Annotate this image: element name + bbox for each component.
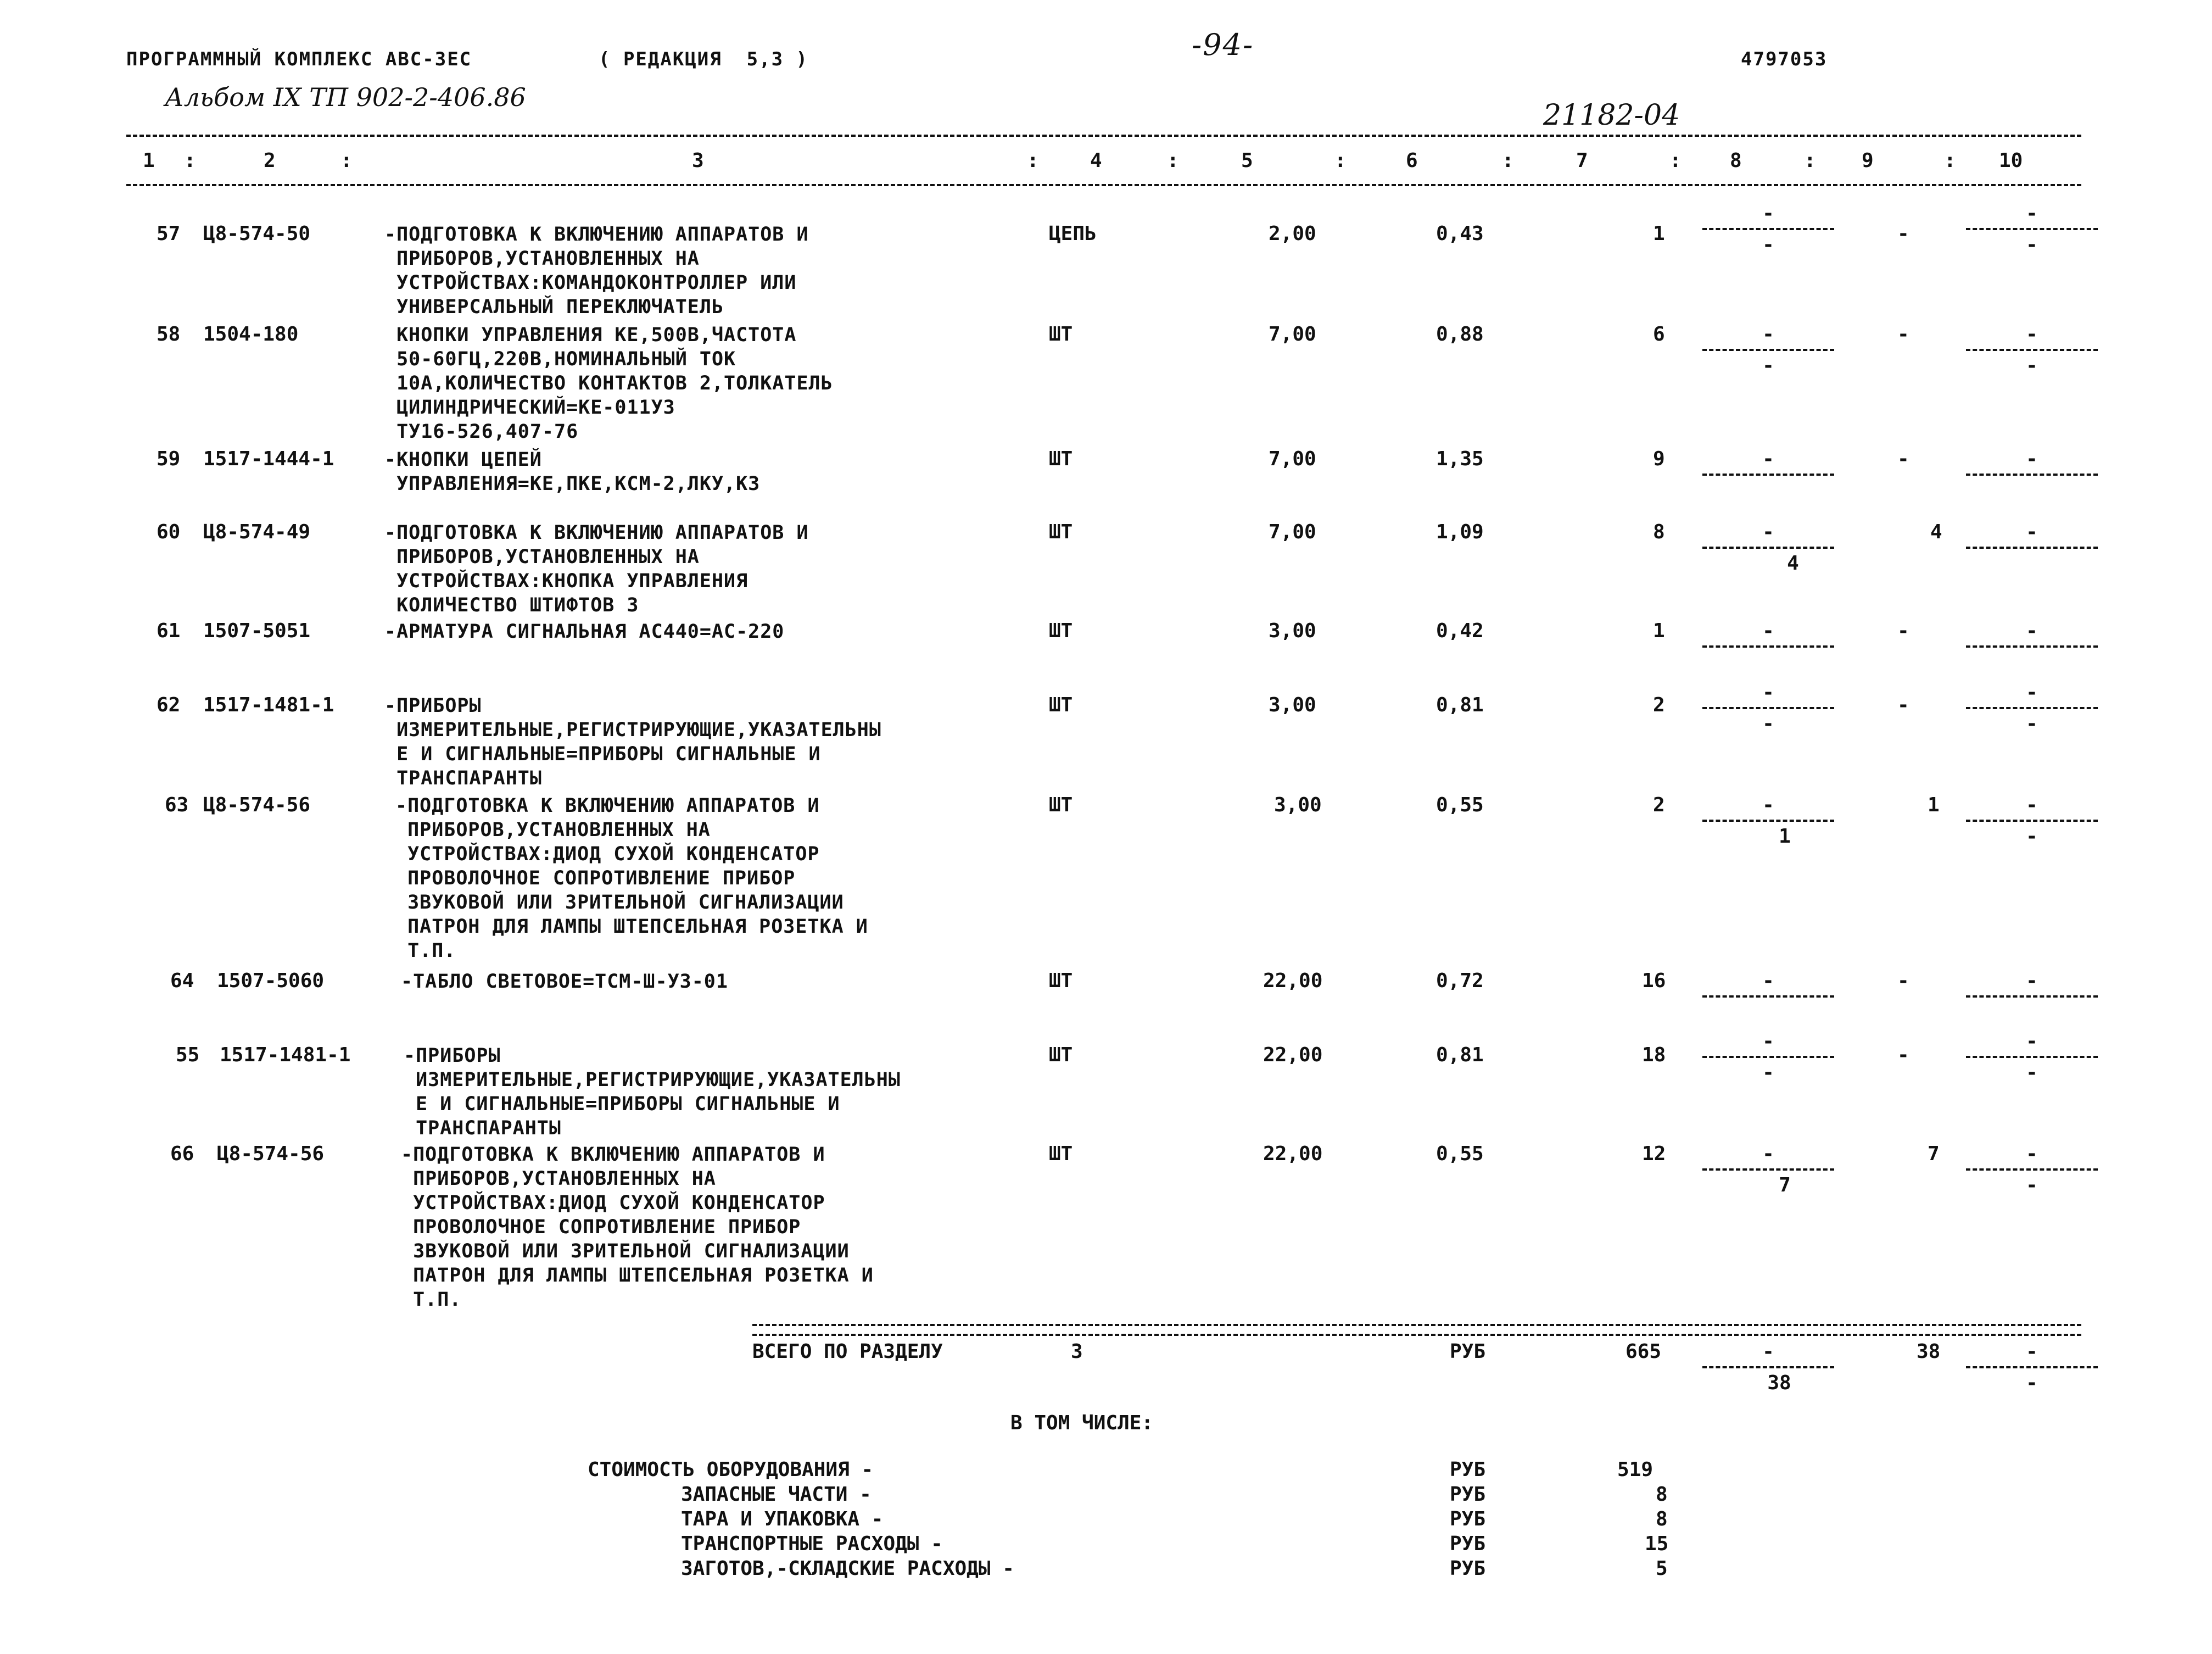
row-total: 9 [1653,448,1665,470]
row-col10-fraction [1966,681,2098,735]
row-description: КНОПКИ УПРАВЛЕНИЯ КЕ,500В,ЧАСТОТА 50-60ГЦ,220В,НОМИНАЛЬНЫЙ ТОК 10А,КОЛИЧЕСТВО КОНТАКТОВ 2,ТОЛКАТЕЛЬ ЦИЛИНДРИЧЕСКИЙ=КЕ-011У3 ТУ16-526,407-76 [396,324,833,443]
row-col8-fraction [1702,681,1834,735]
row-code: 1517-1444-1 [203,448,334,470]
row-number: 58 [157,323,181,346]
row-description: -АРМАТУРА СИГНАЛЬНАЯ АС440=АС-220 [384,621,785,643]
row-unit: ШТ [1049,521,1073,543]
row-code: 1507-5060 [217,970,325,992]
sheet-code: 21182-04 [1543,99,1680,132]
row-quantity: 7,00 [1269,521,1316,543]
row-code: 1507-5051 [203,620,311,642]
fraction-rule [1702,707,1834,709]
row-price: 1,09 [1436,521,1484,543]
row-quantity: 22,00 [1263,1044,1323,1066]
fraction-rule [1966,1168,2098,1171]
col-sep: : [1804,149,1816,172]
col8-bottom: 4 [1787,552,1799,575]
col10-top: - [2026,681,2038,704]
row-col9: - [1897,970,1909,992]
col-header-10: 10 [1999,149,2023,172]
row-quantity: 7,00 [1269,448,1316,470]
row-unit: ШТ [1049,1143,1073,1165]
row-description: -ПОДГОТОВКА К ВКЛЮЧЕНИЮ АППАРАТОВ И ПРИБОРОВ,УСТАНОВЛЕННЫХ НА УСТРОЙСТВАХ:ДИОД СУХОЙ КОНДЕНСАТОР ПРОВОЛОЧНОЕ СОПРОТИВЛЕНИЕ ПРИБОР ЗВУКОВОЙ ИЛИ ЗРИТЕЛЬНОЙ СИГНАЛИЗАЦИИ ПАТРОН ДЛЯ ЛАМПЫ ШТЕПСЕЛЬНАЯ РОЗЕТКА И Т.П. [395,795,868,962]
totals-amount: 665 [1626,1340,1662,1363]
col-sep: : [1944,149,1956,172]
col10-bottom: - [2026,825,2038,848]
row-unit: ШТ [1049,323,1073,346]
fraction-rule [1702,474,1834,476]
col8-bottom: - [1762,233,1774,256]
row-description: -ПРИБОРЫ ИЗМЕРИТЕЛЬНЫЕ,РЕГИСТРИРУЮЩИЕ,УКАЗАТЕЛЬНЫ Е И СИГНАЛЬНЫЕ=ПРИБОРЫ СИГНАЛЬНЫЕ И ТРАНСПАРАНТЫ [404,1045,901,1139]
row-unit: ШТ [1049,794,1073,816]
row-number: 57 [157,222,181,245]
row-unit: ШТ [1049,620,1073,642]
row-quantity: 22,00 [1263,1143,1323,1165]
row-description: -ПРИБОРЫ ИЗМЕРИТЕЛЬНЫЕ,РЕГИСТРИРУЮЩИЕ,УКАЗАТЕЛЬНЫ Е И СИГНАЛЬНЫЕ=ПРИБОРЫ СИГНАЛЬНЫЕ И ТРАНСПАРАНТЫ [384,695,881,789]
fraction-rule [1966,820,2098,822]
totals-rule-2 [752,1334,2081,1336]
col10-top: - [2026,1030,2038,1052]
row-col9: 1 [1928,794,1940,816]
row-total: 1 [1653,222,1665,245]
row-total: 8 [1653,521,1665,543]
row-col8-fraction [1702,970,1834,1001]
including-label: В ТОМ ЧИСЛЕ: [1010,1412,1154,1434]
col10-top: - [2026,794,2038,816]
col10-top: - [2026,202,2038,225]
row-code: 1517-1481-1 [203,694,334,716]
col10-bottom: - [2026,1174,2038,1196]
col-header-8: 8 [1730,149,1742,172]
col-sep: : [1027,149,1039,172]
row-code: Ц8-574-56 [217,1143,325,1165]
totals-rule [752,1324,2081,1326]
col-header-6: 6 [1406,149,1418,172]
row-price: 0,88 [1436,323,1484,346]
row-col10-fraction [1966,323,2098,377]
col8-top: - [1762,1030,1774,1052]
row-total: 2 [1653,794,1665,816]
col8-top: - [1762,202,1774,225]
row-col9: - [1897,448,1909,470]
col10-bottom: - [2026,233,2038,256]
row-price: 0,55 [1436,1143,1484,1165]
row-total: 12 [1642,1143,1666,1165]
row-col10-fraction [1966,620,2098,651]
col8-top: - [1762,323,1774,346]
breakdown-unit: РУБ [1450,1533,1486,1555]
row-col10-fraction [1966,794,2098,848]
row-col8-fraction [1702,1030,1834,1084]
col8-bottom: - [1762,354,1774,377]
col10-top: - [2026,323,2038,346]
row-price: 0,72 [1436,970,1484,992]
breakdown-unit: РУБ [1450,1508,1486,1530]
row-total: 18 [1642,1044,1666,1066]
totals-col8-fraction [1702,1340,1834,1394]
col10-top: - [2026,521,2038,543]
row-total: 6 [1653,323,1665,346]
row-unit: ЦЕПЬ [1049,222,1097,245]
row-col10-fraction [1966,448,2098,479]
row-col8-fraction [1702,448,1834,479]
row-col8-fraction [1702,620,1834,651]
fraction-rule [1702,1168,1834,1171]
row-unit: ШТ [1049,970,1073,992]
col-header-2: 2 [264,149,276,172]
fraction-rule [1702,228,1834,230]
breakdown-label: ЗАГОТОВ,-СКЛАДСКИЕ РАСХОДЫ - [681,1557,1014,1580]
fraction-rule [1966,474,2098,476]
row-total: 16 [1642,970,1666,992]
row-number: 62 [157,694,181,716]
row-unit: ШТ [1049,694,1073,716]
totals-unit: РУБ [1450,1340,1486,1363]
breakdown-label: ЗАПАСНЫЕ ЧАСТИ - [681,1483,872,1506]
fraction-rule [1702,547,1834,549]
row-col10-fraction [1966,1030,2098,1084]
row-col10-fraction [1966,202,2098,256]
row-code: 1517-1481-1 [220,1044,351,1066]
row-col10-fraction [1966,970,2098,1001]
row-number: 64 [170,970,194,992]
col10-bottom: - [2026,712,2038,735]
col8-bottom: - [1762,712,1774,735]
fraction-rule [1966,1056,2098,1058]
row-number: 63 [165,794,189,816]
row-col8-fraction [1702,794,1834,848]
col8-top: - [1762,794,1774,816]
breakdown-value: 15 [1645,1533,1669,1555]
row-col9: - [1897,694,1909,716]
fraction-rule [1966,547,2098,549]
fraction-rule [1966,349,2098,351]
fraction-rule [1966,228,2098,230]
col8-bottom: 38 [1767,1372,1791,1394]
col8-top: - [1762,681,1774,704]
row-description: -ТАБЛО СВЕТОВОЕ=ТСМ-Ш-У3-01 [401,971,728,993]
breakdown-unit: РУБ [1450,1483,1486,1506]
col8-top: - [1762,521,1774,543]
breakdown-unit: РУБ [1450,1557,1486,1580]
row-price: 0,55 [1436,794,1484,816]
col10-top: - [2026,1143,2038,1165]
col-sep: : [1167,149,1179,172]
col8-bottom: 1 [1779,825,1791,848]
fraction-rule [1702,349,1834,351]
row-description: -ПОДГОТОВКА К ВКЛЮЧЕНИЮ АППАРАТОВ И ПРИБОРОВ,УСТАНОВЛЕННЫХ НА УСТРОЙСТВАХ:ДИОД СУХОЙ КОНДЕНСАТОР ПРОВОЛОЧНОЕ СОПРОТИВЛЕНИЕ ПРИБОР ЗВУКОВОЙ ИЛИ ЗРИТЕЛЬНОЙ СИГНАЛИЗАЦИИ ПАТРОН ДЛЯ ЛАМПЫ ШТЕПСЕЛЬНАЯ РОЗЕТКА И Т.П. [401,1144,874,1311]
breakdown-label: ТАРА И УПАКОВКА - [681,1508,884,1530]
row-col9: - [1897,1044,1909,1066]
col-sep: : [1669,149,1682,172]
fraction-rule [1702,995,1834,998]
col-sep: : [184,149,196,172]
row-price: 0,81 [1436,1044,1484,1066]
col10-top: - [2026,620,2038,642]
col8-bottom: 7 [1779,1174,1791,1196]
row-number: 61 [157,620,181,642]
col10-top: - [2026,448,2038,470]
col-header-1: 1 [143,149,155,172]
col8-top: - [1762,620,1774,642]
row-quantity: 3,00 [1274,794,1322,816]
col-sep: : [1334,149,1347,172]
col8-top: - [1762,1340,1774,1363]
breakdown-unit: РУБ [1450,1458,1486,1481]
header-top-rule [126,135,2081,137]
row-col8-fraction [1702,323,1834,377]
row-number: 55 [176,1044,200,1066]
row-code: 1504-180 [203,323,299,346]
fraction-rule [1702,645,1834,648]
document-number: 4797053 [1741,48,1828,70]
col10-bottom: - [2026,354,2038,377]
header-bottom-rule [126,184,2081,186]
col10-top: - [2026,970,2038,992]
col10-top: - [2026,1340,2038,1363]
row-col8-fraction [1702,521,1834,575]
row-price: 0,42 [1436,620,1484,642]
breakdown-value: 5 [1656,1557,1668,1580]
breakdown-label: СТОИМОСТЬ ОБОРУДОВАНИЯ - [588,1458,874,1481]
totals-label: ВСЕГО ПО РАЗДЕЛУ [752,1340,943,1363]
fraction-rule [1966,995,2098,998]
fraction-rule [1966,707,2098,709]
row-code: Ц8-574-56 [203,794,311,816]
edition-label: ( РЕДАКЦИЯ 5,3 ) [599,48,808,70]
breakdown-value: 8 [1656,1483,1668,1506]
row-col10-fraction [1966,521,2098,552]
totals-section: 3 [1071,1340,1083,1363]
col8-bottom: - [1762,1061,1774,1084]
row-total: 2 [1653,694,1665,716]
row-description: -ПОДГОТОВКА К ВКЛЮЧЕНИЮ АППАРАТОВ И ПРИБОРОВ,УСТАНОВЛЕННЫХ НА УСТРОЙСТВАХ:КНОПКА УПРАВЛЕНИЯ КОЛИЧЕСТВО ШТИФТОВ 3 [384,522,809,616]
col8-top: - [1762,448,1774,470]
row-price: 0,81 [1436,694,1484,716]
col-header-3: 3 [692,149,704,172]
row-price: 1,35 [1436,448,1484,470]
row-col9: - [1897,620,1909,642]
row-number: 59 [157,448,181,470]
row-number: 66 [170,1143,194,1165]
fraction-rule [1702,1056,1834,1058]
album-reference: Альбом IX ТП 902-2-406.86 [165,82,526,112]
breakdown-label: ТРАНСПОРТНЫЕ РАСХОДЫ - [681,1533,943,1555]
row-price: 0,43 [1436,222,1484,245]
row-description: -ПОДГОТОВКА К ВКЛЮЧЕНИЮ АППАРАТОВ И ПРИБОРОВ,УСТАНОВЛЕННЫХ НА УСТРОЙСТВАХ:КОМАНДОКОНТРОЛЛЕР ИЛИ УНИВЕРСАЛЬНЫЙ ПЕРЕКЛЮЧАТЕЛЬ [384,224,809,318]
col-header-5: 5 [1241,149,1253,172]
col8-top: - [1762,970,1774,992]
row-quantity: 22,00 [1263,970,1323,992]
row-code: Ц8-574-49 [203,521,311,543]
col10-bottom: - [2026,1372,2038,1394]
row-description: -КНОПКИ ЦЕПЕЙ УПРАВЛЕНИЯ=КЕ,ПКЕ,КСМ-2,ЛКУ,КЗ [384,449,761,495]
page-number: -94- [1192,27,1254,62]
row-col8-fraction [1702,1143,1834,1196]
row-quantity: 2,00 [1269,222,1316,245]
fraction-rule [1966,1366,2098,1368]
totals-col10-fraction [1966,1340,2098,1394]
row-col10-fraction [1966,1143,2098,1196]
col-sep: : [340,149,353,172]
col-header-4: 4 [1090,149,1102,172]
row-col9: - [1897,323,1909,346]
row-col9: 7 [1928,1143,1940,1165]
col-header-7: 7 [1576,149,1588,172]
row-number: 60 [157,521,181,543]
row-code: Ц8-574-50 [203,222,311,245]
breakdown-value: 8 [1656,1508,1668,1530]
row-quantity: 3,00 [1269,694,1316,716]
totals-col9: 38 [1917,1340,1941,1363]
fraction-rule [1966,645,2098,648]
col8-top: - [1762,1143,1774,1165]
row-col9: 4 [1930,521,1942,543]
fraction-rule [1702,820,1834,822]
breakdown-value: 519 [1617,1458,1654,1481]
row-col8-fraction [1702,202,1834,256]
row-quantity: 7,00 [1269,323,1316,346]
row-quantity: 3,00 [1269,620,1316,642]
program-title: ПРОГРАММНЫЙ КОМПЛЕКС АВС-3ЕС [126,48,472,70]
row-unit: ШТ [1049,448,1073,470]
col-sep: : [1502,149,1514,172]
col10-bottom: - [2026,1061,2038,1084]
row-total: 1 [1653,620,1665,642]
fraction-rule [1702,1366,1834,1368]
col-header-9: 9 [1862,149,1874,172]
row-col9: - [1897,222,1909,245]
row-unit: ШТ [1049,1044,1073,1066]
